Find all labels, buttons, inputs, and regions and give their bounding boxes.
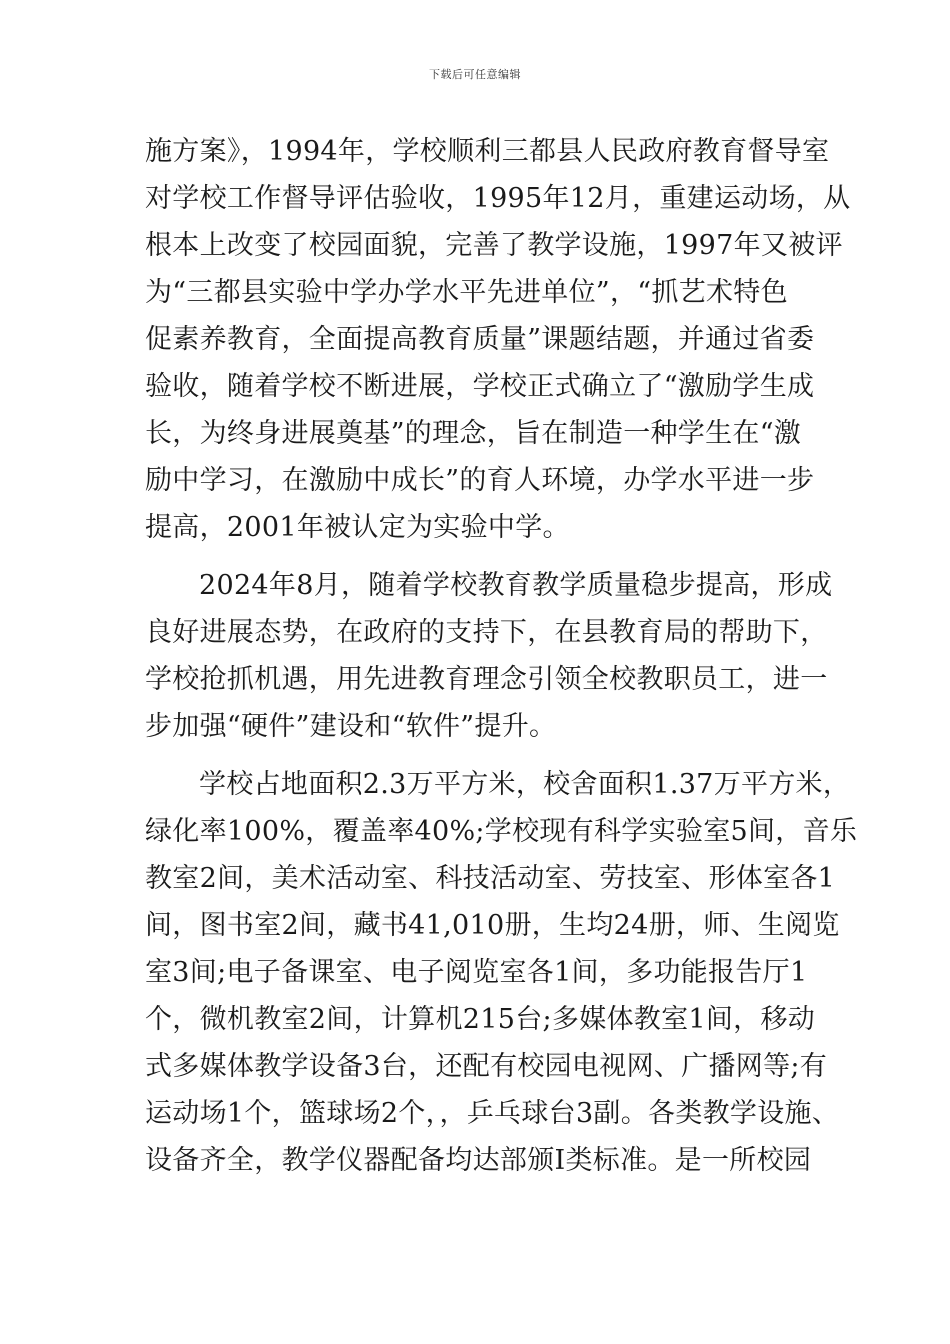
text-line: 式多媒体教学设备3台，还配有校园电视网、广播网等;有 <box>145 1051 828 1082</box>
text-line: 个，微机教室2间，计算机215台;多媒体教室1间，移动 <box>145 1004 816 1035</box>
text-line-first: 2024年8月，随着学校教育教学质量稳步提高，形成 <box>199 570 833 601</box>
text-line: 励中学习，在激励中成长”的育人环境，办学水平进一步 <box>145 465 815 496</box>
text-line: 间，图书室2间，藏书41,010册，生均24册，师、生阅览 <box>145 910 840 941</box>
text-line: 运动场1个，篮球场2个，，乒乓球台3副。各类教学设施、 <box>145 1098 840 1129</box>
paragraph-2 <box>145 562 833 750</box>
text-line: 教室2间，美术活动室、科技活动室、劳技室、形体室各1 <box>145 863 836 894</box>
paragraph-spacer <box>145 750 815 761</box>
text-line: 施方案》，1994年，学校顺利三都县人民政府教育督导室 <box>145 136 830 167</box>
text-line: 学校抢抓机遇，用先进教育理念引领全校教职员工，进一 <box>145 664 828 695</box>
document-body <box>145 128 858 1184</box>
text-line: 长，为终身进展奠基”的理念，旨在制造一种学生在“激 <box>145 418 802 449</box>
text-line: 绿化率100%，覆盖率40%;学校现有科学实验室5间，音乐 <box>145 816 858 847</box>
text-line: 促素养教育，全面提高教育质量”课题结题，并通过省委 <box>145 324 815 355</box>
text-line-first: 学校占地面积2.3万平方米，校舍面积1.37万平方米， <box>199 769 851 800</box>
paragraph-1 <box>145 128 851 551</box>
text-line: 良好进展态势，在政府的支持下，在县教育局的帮助下， <box>145 617 828 648</box>
paragraph-spacer <box>145 551 815 562</box>
paragraph-3 <box>145 761 858 1184</box>
text-line: 对学校工作督导评估验收，1995年12月，重建运动场，从 <box>145 183 851 214</box>
text-line: 提高，2001年被认定为实验中学。 <box>145 512 570 543</box>
text-line: 根本上改变了校园面貌，完善了教学设施，1997年又被评 <box>145 230 843 261</box>
page-header: 下载后可任意编辑 <box>429 68 521 81</box>
text-line: 验收，随着学校不断进展，学校正式确立了“激励学生成 <box>145 371 815 402</box>
text-line: 室3间;电子备课室、电子阅览室各1间，多功能报告厅1 <box>145 957 808 988</box>
text-line: 设备齐全，教学仪器配备均达部颁Ⅰ类标准。是一所校园 <box>145 1145 812 1176</box>
text-line: 为“三都县实验中学办学水平先进单位”，“抓艺术特色 <box>145 277 788 308</box>
text-line: 步加强“硬件”建设和“软件”提升。 <box>145 711 557 742</box>
